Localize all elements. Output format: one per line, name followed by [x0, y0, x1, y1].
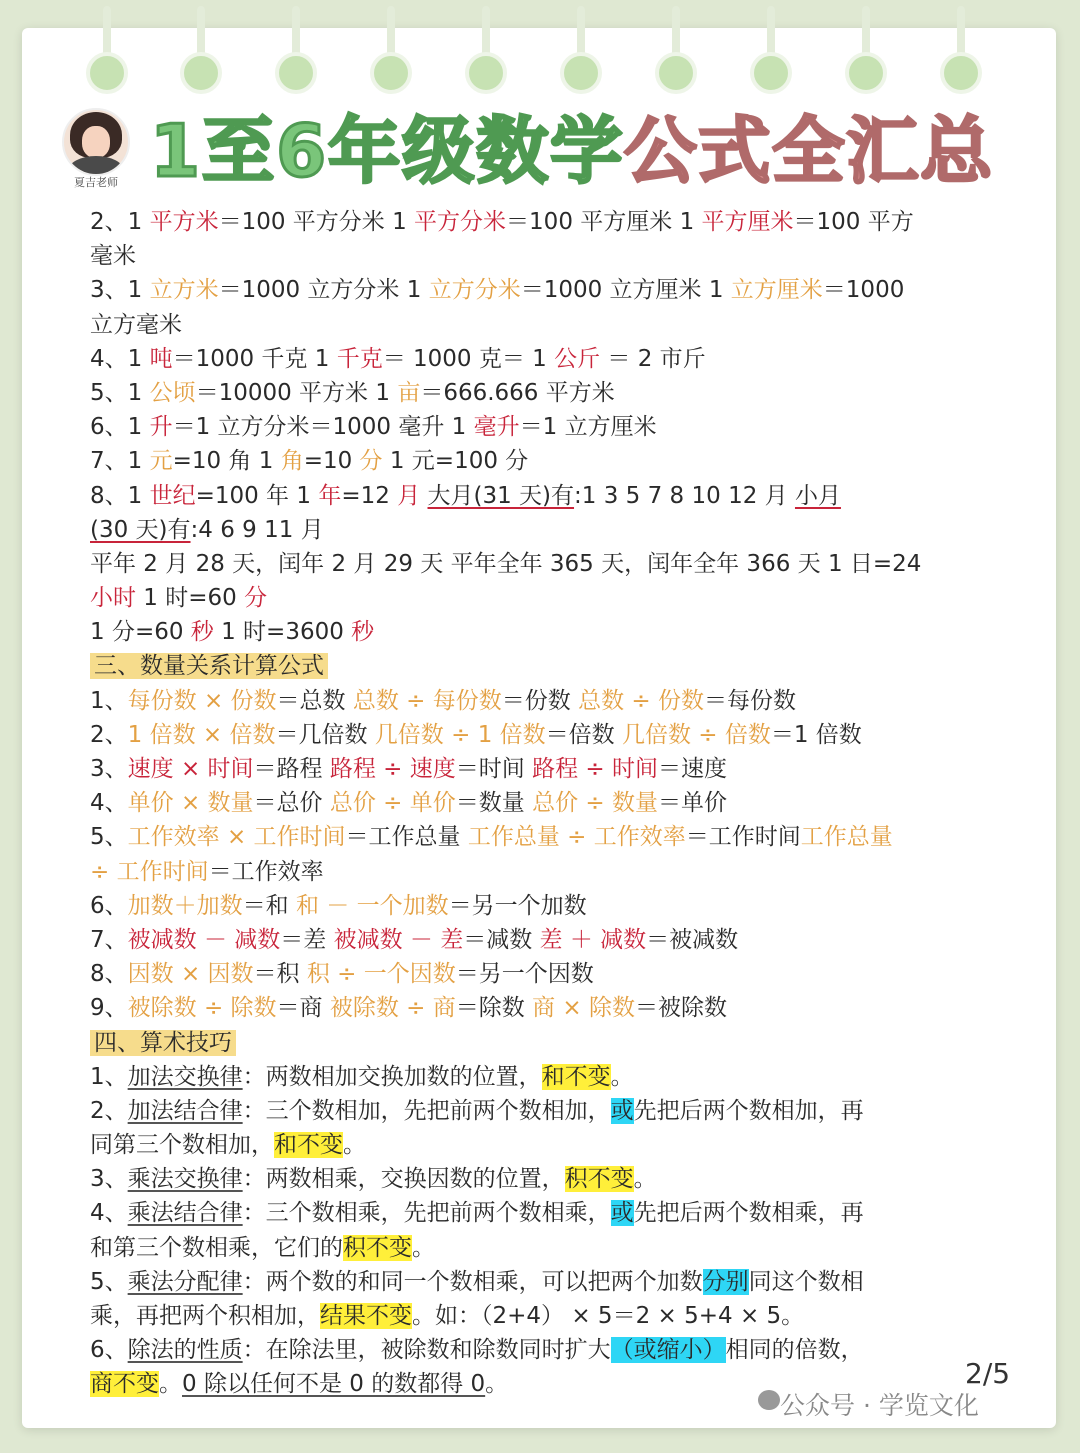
formula-line — [90, 1299, 995, 1333]
binder-ring — [845, 52, 887, 94]
text-segment: ＝和 — [242, 892, 296, 919]
formula-line — [90, 1128, 995, 1162]
text-segment: ＝商 — [276, 995, 330, 1022]
text-segment: ＝工作时间 — [685, 824, 801, 851]
text-segment: 秒 — [190, 619, 214, 646]
formula-line — [90, 1265, 995, 1299]
text-segment: 。 — [159, 1371, 182, 1398]
text-segment: （或缩小） — [610, 1337, 726, 1364]
text-segment: 平方厘米 — [701, 209, 794, 235]
text-segment: 乘法交换律 — [127, 1166, 243, 1193]
text-segment: 2、 — [90, 1097, 128, 1124]
text-segment: 1、 — [90, 687, 128, 714]
text-segment: 乘法分配律 — [127, 1268, 243, 1295]
text-segment: ＝10000 平方米 1 — [195, 379, 398, 406]
text-segment: 2、 — [90, 721, 128, 748]
text-segment: 被减数 － 差 — [333, 926, 464, 953]
text-segment: 5、1 — [90, 379, 150, 406]
text-segment: ＝被减数 — [646, 926, 739, 953]
text-segment: ＝路程 — [253, 756, 330, 782]
formula-line — [90, 308, 995, 342]
formula-line — [90, 1162, 995, 1196]
text-segment: 被除数 ÷ 商 — [329, 995, 456, 1022]
text-segment: ＝差 — [280, 926, 334, 953]
text-segment: 加法交换律 — [127, 1063, 243, 1090]
text-segment: 结果不变 — [320, 1303, 412, 1329]
text-segment: ＝ 2 市斤 — [600, 345, 706, 372]
formula-line — [90, 718, 995, 752]
formula-line — [90, 581, 995, 615]
text-segment: 公斤 — [554, 345, 601, 372]
text-segment: 积不变 — [343, 1234, 412, 1261]
text-segment: 。 — [610, 1063, 634, 1090]
text-segment: ：两个数的和同一个数相乘，可以把两个加数 — [242, 1268, 703, 1295]
text-segment: 立方厘米 — [730, 277, 823, 304]
text-segment: 8、 — [90, 961, 128, 988]
formula-line — [90, 1333, 995, 1367]
text-segment: 大月(31 天)有 — [427, 482, 575, 509]
text-segment: ＝总价 — [253, 790, 330, 817]
text-segment: 年 — [318, 482, 342, 509]
text-segment: 8、1 — [90, 482, 150, 509]
text-segment: 4、 — [90, 1200, 128, 1227]
text-segment: ＝积 — [253, 961, 307, 988]
text-segment: 角 — [280, 448, 304, 475]
text-segment: 工作效率 × 工作时间 — [127, 824, 346, 851]
text-segment: 单价 × 数量 — [127, 790, 254, 817]
text-segment: 乘，再把两个积相加， — [90, 1303, 320, 1329]
text-segment: 立方分米 — [428, 277, 521, 304]
text-segment: ＝速度 — [657, 756, 727, 782]
author-avatar — [62, 108, 130, 176]
binder-ring — [86, 52, 128, 94]
title-part-2: 公式全汇总 — [624, 109, 995, 193]
text-segment: 商 × 除数 — [532, 995, 635, 1022]
text-segment: 。 — [633, 1166, 657, 1193]
text-segment: :4 6 9 11 月 — [190, 516, 324, 543]
text-segment: 升 — [149, 414, 173, 441]
text-segment: 2、1 — [90, 209, 150, 235]
text-segment: 因数 × 因数 — [127, 961, 254, 988]
formula-line — [90, 615, 995, 649]
text-segment: 4、1 — [90, 345, 150, 372]
text-segment: ＝1000 — [822, 277, 905, 304]
formula-line — [90, 991, 995, 1025]
text-segment: =100 年 1 — [195, 482, 319, 509]
text-segment: ＝1 倍数 — [770, 721, 862, 748]
text-segment: 立方米 — [149, 277, 219, 304]
text-segment: ：三个数相乘，先把前两个数相乘， — [242, 1200, 611, 1227]
formula-line — [90, 444, 995, 478]
formula-line — [90, 923, 995, 957]
text-segment: 同第三个数相加， — [90, 1132, 274, 1159]
section-heading: 四、算术技巧 — [90, 1030, 236, 1056]
text-segment: 毫升 — [473, 414, 520, 441]
text-segment: 6、1 — [90, 414, 150, 441]
text-segment: 5、 — [90, 824, 128, 851]
text-segment: 3、 — [90, 1166, 128, 1193]
text-segment: ＝除数 — [455, 995, 533, 1022]
text-segment: 吨 — [149, 345, 173, 372]
text-segment: 和不变 — [274, 1132, 343, 1159]
text-segment: 总价 ÷ 数量 — [532, 790, 658, 817]
text-segment: 1、 — [90, 1063, 128, 1090]
text-segment: ＝减数 — [463, 926, 540, 953]
avatar-caption: 夏吉老师 — [74, 176, 118, 189]
text-segment: =12 — [341, 482, 398, 509]
text-segment: 乘法结合律 — [127, 1200, 243, 1227]
text-segment: 同这个数相 — [748, 1268, 864, 1295]
text-segment: 0 除以任何不是 0 的数都得 0 — [182, 1371, 486, 1398]
binder-ring — [275, 52, 317, 94]
text-segment: ＝ 1000 克＝ 1 — [382, 345, 555, 372]
binder-rings — [0, 0, 1080, 110]
text-segment: 分别 — [702, 1268, 749, 1295]
text-segment: ：在除法里，被除数和除数同时扩大 — [242, 1337, 611, 1364]
text-segment: 或 — [610, 1200, 634, 1227]
text-segment: 每份数 × 份数 — [127, 687, 277, 714]
text-segment: 5、 — [90, 1268, 128, 1295]
formula-line — [90, 547, 995, 581]
formula-line — [90, 513, 995, 547]
formula-line — [90, 1196, 995, 1230]
text-segment: 除法的性质 — [127, 1337, 243, 1364]
text-segment: 1 倍数 × 倍数 — [127, 721, 276, 748]
text-segment: ＝100 平方 — [793, 209, 914, 235]
text-segment: 3、 — [90, 756, 128, 782]
text-segment: 几倍数 ÷ 倍数 — [621, 721, 771, 748]
binder-ring — [750, 52, 792, 94]
text-segment: 亩 — [397, 379, 421, 406]
text-segment — [420, 483, 427, 509]
text-segment: ＝数量 — [455, 790, 533, 817]
text-segment: 7、 — [90, 926, 128, 953]
text-segment: 加法结合律 — [127, 1097, 243, 1124]
formula-line — [90, 684, 995, 718]
watermark: 公众号 · 学览文化 — [780, 1391, 979, 1420]
text-segment: 被除数 ÷ 除数 — [127, 995, 277, 1022]
text-segment: 加数＋加数 — [127, 892, 243, 919]
text-segment: 9、 — [90, 995, 128, 1022]
formula-line — [90, 1094, 995, 1128]
binder-ring — [940, 52, 982, 94]
text-segment: 3、1 — [90, 277, 150, 304]
text-segment: ＝另一个因数 — [455, 961, 594, 988]
text-segment: ：两数相乘，交换因数的位置， — [242, 1166, 565, 1193]
text-segment: 平方米 — [149, 209, 219, 235]
text-segment: 分 — [244, 585, 268, 612]
text-segment: 1 分=60 — [90, 619, 191, 646]
text-segment: 速度 × 时间 — [127, 756, 254, 782]
formula-line — [90, 1026, 995, 1060]
text-segment: ＝1 立方厘米 — [519, 414, 657, 441]
text-segment: 积不变 — [564, 1166, 634, 1193]
text-segment: ＝1000 立方分米 1 — [218, 277, 429, 304]
formula-line — [90, 820, 995, 854]
text-segment: ＝工作总量 — [345, 824, 468, 851]
formula-line — [90, 410, 995, 444]
formula-line — [90, 479, 995, 513]
formula-line — [90, 239, 995, 273]
text-segment: =10 角 1 — [172, 448, 281, 475]
text-segment: ＝工作效率 — [208, 858, 324, 885]
text-segment: 被减数 － 减数 — [127, 926, 281, 953]
page-title — [150, 108, 994, 194]
formula-line — [90, 752, 995, 786]
text-segment: 1 时=3600 — [213, 619, 352, 646]
text-segment: =10 — [303, 448, 360, 475]
formula-line — [90, 1060, 995, 1094]
text-segment: 相同的倍数， — [725, 1337, 864, 1364]
text-segment: 总数 ÷ 每份数 — [352, 687, 502, 714]
text-segment: 4、 — [90, 790, 128, 817]
text-segment: ＝单价 — [657, 790, 727, 817]
text-segment: 。 — [485, 1371, 509, 1398]
text-segment: ＝100 平方分米 1 — [218, 209, 415, 235]
formula-line — [90, 855, 995, 889]
text-segment: 总价 ÷ 单价 — [329, 790, 456, 817]
text-segment: ＝倍数 — [545, 721, 622, 748]
text-segment: ＝另一个加数 — [448, 892, 587, 919]
text-segment: 。如：（2+4） × 5＝2 × 5+4 × 5。 — [412, 1303, 805, 1329]
text-segment: 商不变 — [90, 1371, 159, 1398]
formula-line — [90, 205, 995, 239]
text-segment: 月 — [397, 482, 421, 509]
text-segment: 小时 — [90, 585, 136, 612]
text-segment: 元 — [149, 448, 173, 475]
text-segment: ＝每份数 — [703, 687, 796, 714]
text-segment: ＝666.666 平方米 — [420, 379, 615, 406]
text-segment: ＝时间 — [455, 756, 533, 782]
text-segment: ＝总数 — [276, 687, 353, 714]
binder-ring — [180, 52, 222, 94]
text-segment: 积 ÷ 一个因数 — [306, 961, 456, 988]
text-segment: 6、 — [90, 1337, 128, 1364]
text-segment: 和 － 一个加数 — [295, 892, 449, 919]
text-segment: :1 3 5 7 8 10 12 月 — [574, 482, 795, 509]
text-segment: 先把后两个数相乘，再 — [633, 1200, 864, 1227]
title-part-1: 1至6年级数学 — [150, 109, 625, 193]
text-segment: 先把后两个数相加，再 — [633, 1097, 864, 1124]
binder-ring — [560, 52, 602, 94]
text-segment: 秒 — [351, 619, 375, 646]
text-segment: 分 — [359, 448, 383, 475]
text-segment: ：两数相加交换加数的位置， — [242, 1063, 542, 1090]
text-segment: ＝1000 千克 1 — [172, 345, 337, 372]
text-segment: 。 — [343, 1132, 366, 1159]
text-segment: 世纪 — [149, 482, 196, 509]
page-indicator: 2/5 — [965, 1357, 1011, 1390]
wechat-icon — [758, 1390, 780, 1410]
text-segment: 总数 ÷ 份数 — [578, 687, 704, 714]
text-segment: (30 天)有 — [90, 516, 191, 543]
formula-line — [90, 889, 995, 923]
text-segment: 工作总量 ÷ 工作效率 — [467, 824, 686, 851]
text-segment: 毫米 — [90, 243, 136, 270]
text-segment: ＝1 立方分米＝1000 毫升 1 — [172, 414, 474, 441]
text-segment: 路程 ÷ 时间 — [532, 756, 658, 782]
text-segment: 小月 — [794, 482, 841, 509]
text-segment: 千克 — [336, 345, 383, 372]
text-segment: 差 ＋ 减数 — [539, 926, 647, 953]
text-segment: ÷ 工作时间 — [90, 858, 209, 885]
text-segment: 和不变 — [541, 1063, 611, 1090]
binder-ring — [370, 52, 412, 94]
text-segment: 公顷 — [149, 379, 196, 406]
text-segment: ：三个数相加，先把前两个数相加， — [242, 1097, 611, 1124]
formula-line — [90, 957, 995, 991]
text-segment: 1 时=60 — [136, 585, 245, 612]
section-heading: 三、数量关系计算公式 — [90, 653, 328, 679]
formula-line — [90, 273, 995, 307]
text-segment: 工作总量 — [800, 824, 893, 851]
formula-line — [90, 376, 995, 410]
text-segment: 7、1 — [90, 448, 150, 475]
text-segment: 几倍数 ÷ 1 倍数 — [374, 721, 546, 748]
binder-ring — [655, 52, 697, 94]
text-segment: ＝被除数 — [634, 995, 727, 1022]
text-segment: ＝100 平方厘米 1 — [506, 209, 702, 235]
text-segment: 平年 2 月 28 天，闰年 2 月 29 天 平年全年 365 天，闰年全年 366 天 1 日=24 — [90, 550, 922, 577]
formula-line — [90, 342, 995, 376]
formula-list — [90, 205, 995, 1402]
text-segment: ＝份数 — [501, 687, 579, 714]
text-segment: 。 — [412, 1234, 435, 1261]
text-segment: 6、 — [90, 892, 128, 919]
text-segment: ＝1000 立方厘米 1 — [520, 277, 731, 304]
text-segment: 和第三个数相乘，它们的 — [90, 1234, 343, 1261]
formula-line — [90, 786, 995, 820]
formula-line — [90, 649, 995, 683]
text-segment: ＝几倍数 — [275, 721, 375, 748]
text-segment: 1 元=100 分 — [382, 448, 529, 475]
text-segment: 或 — [610, 1097, 634, 1124]
text-segment: 立方毫米 — [90, 311, 182, 338]
binder-ring — [465, 52, 507, 94]
text-segment: 平方分米 — [414, 209, 507, 235]
text-segment: 路程 ÷ 速度 — [329, 756, 456, 782]
formula-line — [90, 1231, 995, 1265]
